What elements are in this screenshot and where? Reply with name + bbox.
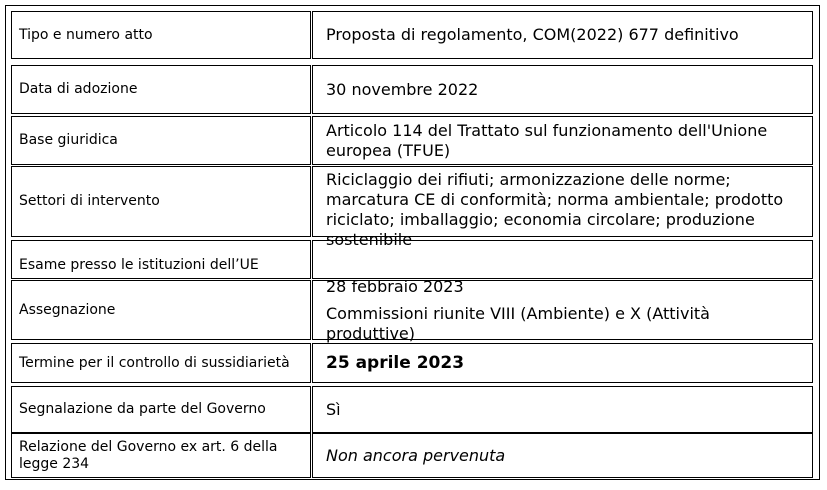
row-value — [312, 276, 813, 343]
table-row — [6, 166, 819, 249]
row-value — [312, 240, 813, 279]
row-value: 30 novembre 2022 — [312, 65, 813, 114]
row-value: Riciclaggio dei rifiuti; armonizzazione delle norme; marcatura CE di conformità; norma ambientale; prodotto riciclato; imballaggio; economia circolare; produzione sostenibile — [312, 166, 813, 237]
table-row — [6, 343, 819, 383]
row-label: Tipo e numero atto — [11, 11, 311, 59]
row-label: Termine per il controllo di sussidiarietà — [11, 343, 311, 383]
table-row — [6, 11, 819, 59]
row-label: Esame presso le istituzioni dell’UE — [11, 240, 311, 279]
row-label: Settori di intervento — [11, 166, 311, 237]
row-value: 25 aprile 2023 — [312, 343, 813, 383]
row-value: Articolo 114 del Trattato sul funzionamento dell'Unione europea (TFUE) — [312, 116, 813, 165]
row-value: Proposta di regolamento, COM(2022) 677 definitivo — [312, 11, 813, 59]
row-value: Non ancora pervenuta — [312, 433, 813, 478]
table-row — [6, 240, 819, 279]
row-label: Base giuridica — [11, 116, 311, 165]
row-label: Assegnazione — [11, 280, 311, 340]
table-row — [6, 276, 819, 343]
row-label: Relazione del Governo ex art. 6 della legge 234 — [11, 433, 311, 478]
assignment-date: 28 febbraio 2023 — [326, 276, 464, 296]
table-row — [6, 386, 819, 433]
row-label: Segnalazione da parte del Governo — [11, 386, 311, 433]
table-row — [6, 433, 819, 478]
table-row — [6, 116, 819, 165]
table-row — [6, 65, 819, 114]
row-value: Sì — [312, 386, 813, 433]
info-table — [5, 5, 820, 480]
assignment-committees: Commissioni riunite VIII (Ambiente) e X (Attività produttive) — [326, 303, 710, 343]
row-label: Data di adozione — [11, 65, 311, 114]
